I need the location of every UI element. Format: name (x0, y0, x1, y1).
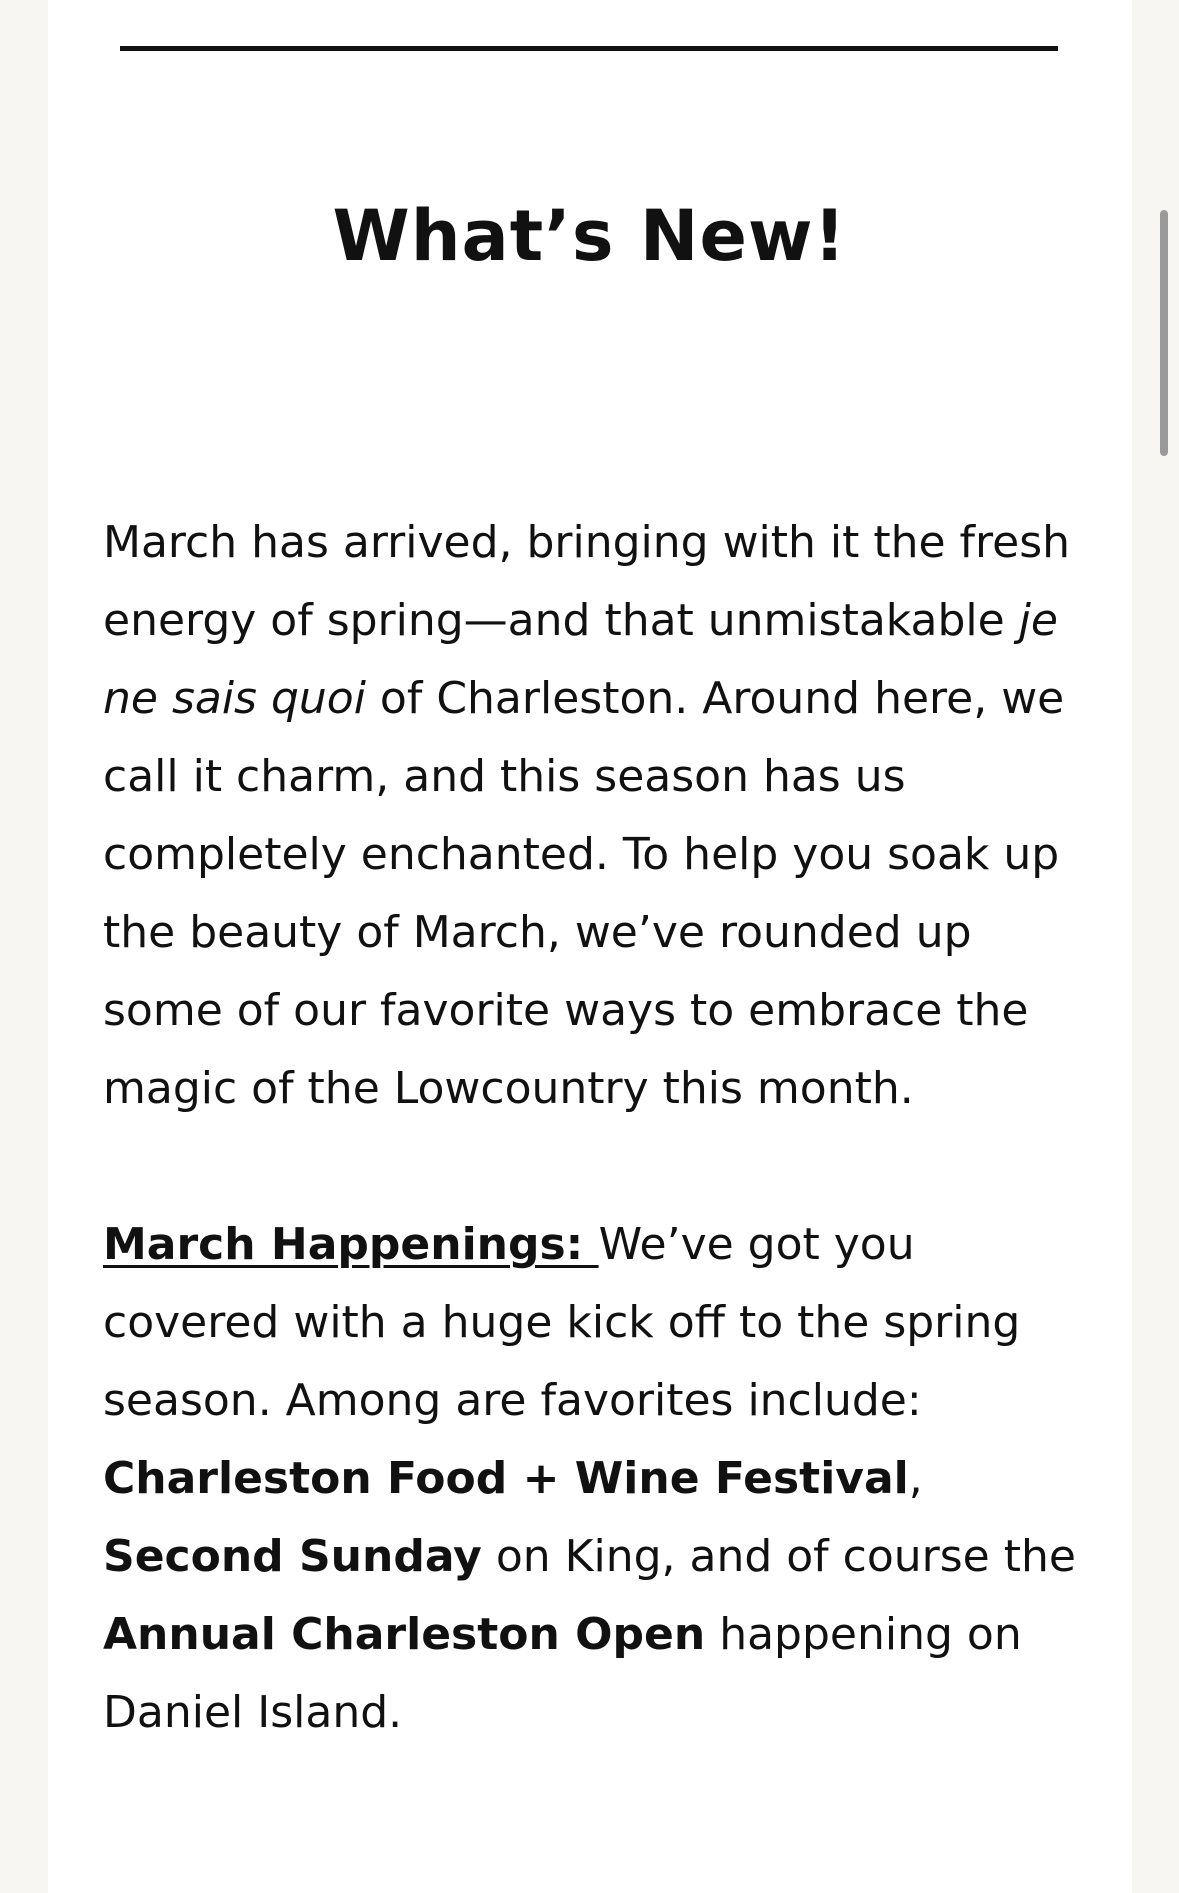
section-title: What’s New! (332, 195, 847, 277)
top-divider (120, 46, 1058, 51)
happenings-text-1: We’ve got you covered with a huge kick off to the spring season. Among are favorites include: (103, 1219, 1021, 1426)
happenings-text-2: on King, and of course the (481, 1531, 1076, 1582)
article-body (103, 504, 1083, 1752)
intro-paragraph (103, 504, 1083, 1128)
intro-italic-phrase: je ne sais quoi (103, 595, 1058, 724)
event-food-wine-festival: Charleston Food + Wine Festival (103, 1453, 909, 1504)
happenings-paragraph (103, 1206, 1083, 1752)
happenings-text-3: happening on Daniel Island. (103, 1609, 1022, 1738)
event-charleston-open: Annual Charleston Open (103, 1609, 706, 1660)
happenings-separator: , (908, 1453, 923, 1504)
paragraph-spacer (103, 1128, 1083, 1206)
intro-text-1: March has arrived, bringing with it the fresh energy of spring—and that unmistakable (103, 517, 1071, 646)
happenings-heading: March Happenings: (103, 1219, 599, 1270)
event-second-sunday: Second Sunday (103, 1531, 482, 1582)
intro-text-2: of Charleston. Around here, we call it charm, and this season has us completely enchanted. To help you soak up the beauty of March, we’ve rounded up some of our favorite ways to embrace the magic of the Lowcountry this month. (103, 673, 1065, 1114)
vertical-scrollbar[interactable] (1160, 210, 1168, 456)
